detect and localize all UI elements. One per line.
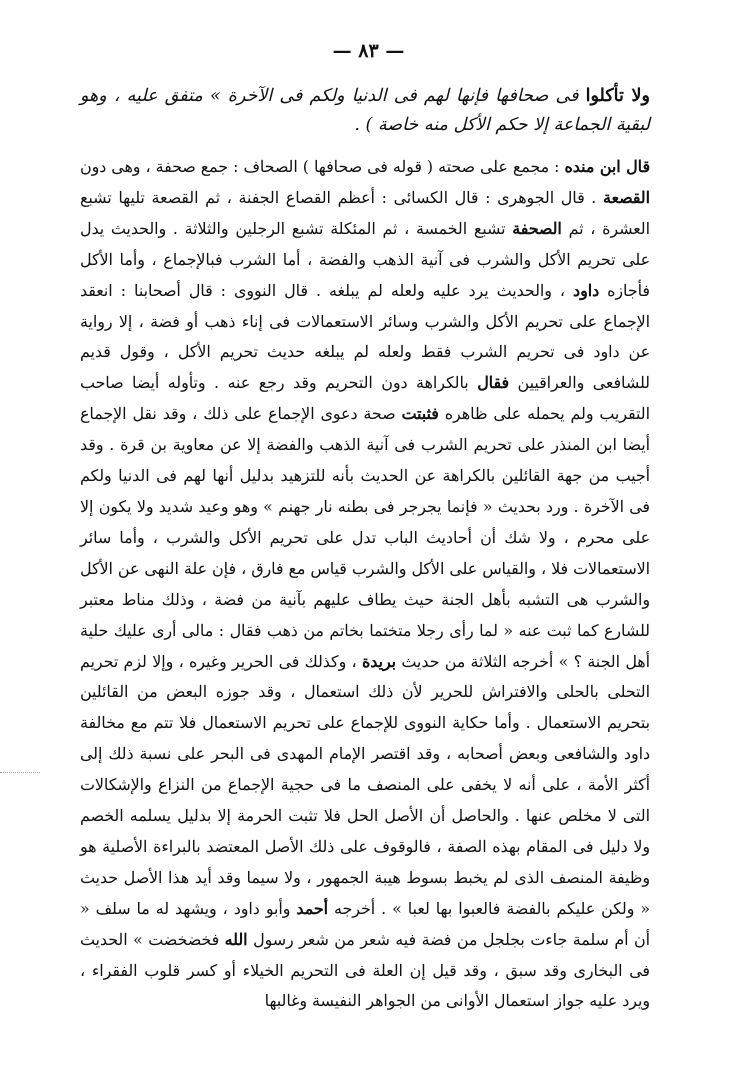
text-run: . قال الجوهرى : قال الكسائى : أعظم القصاع الجفنة ، ثم القصعة تليها تشبع العشرة ، ثم xyxy=(80,187,650,238)
commentary-text xyxy=(80,152,650,1017)
text-run: فخضخضت » الحديث فى البخارى وقد سبق ، وقد قيل إن العلة فى التحريم الخيلاء أو كسر قلوب الفقراء ، ويرد عليه جواز استعمال الأوانى من الجواهر النفيسة وغالبها xyxy=(80,929,650,1011)
text-run: ، وكذلك فى الحرير وغيره ، وإلا لزم تحريم التحلى بالحلى والافتراش للحرير لأن ذلك استعمال ، وقد جوزه البعض من القائلين بتحريم الاستعمال . وأما حكاية النووى للإجماع على تحريم الاستعمال فلا تتم مع مخالفة داود والشافعى وبعض أصحابه ، وقد اقتصر الإمام المهدى فى البحر على نسبة ذلك إلى أكثر الأمة ، على أنه لا يخفى على المنصف ما فى حجية الإجماع من النزاع والإشكالات التى لا مخلص عنها . والحاصل أن الأصل الحل فلا تثبت الحرمة إلا بدليل يسلمه الخصم ولا دليل فى المقام بهذه الصفة ، فالوقوف على ذلك الأصل المعتضد بالبراءة الأصلية هو وظيفة المنصف الذى لم يخبط بسوط هيبة الجمهور ، ولا سيما وقد أيد هذا الأصل حديث « ولكن عليكم بالفضة فالعبوا بها لعبا » . أخرجه xyxy=(80,651,650,918)
bold-term: فثبتت xyxy=(401,404,439,424)
bold-term: بريدة xyxy=(362,651,397,671)
bold-term: قال ابن منده xyxy=(564,157,650,176)
commentary-paragraph xyxy=(80,152,650,1017)
text-run: صحة دعوى الإجماع على ذلك ، وقد نقل الإجماع أيضا ابن المنذر على تحريم الشرب فى آنية الذهب والفضة إلا عن معاوية بن قرة . وقد أجيب من جهة القائلين بالكراهة عن الحديث بأنه للتزهيد بدليل أنها لهم فى الدنيا ولكم فى الآخرة . ورد بحديث « فإنما يجرجر فى بطنه نار جهنم » وهو وعيد شديد ولا يكون إلا على محرم ، ولا شك أن أحاديث الباب تدل على تحريم الأكل والشرب ، وأما سائر الاستعمالات فلا ، والقياس على الأكل والشرب قياس مع فارق ، فإن علة النهى عن الأكل والشرب هى التشبه بأهل الجنة حيث يطاف عليهم بآنية من فضة ، وذلك مناط معتبر للشارع كما ثبت عنه « لما رأى رجلا متختما بخاتم من ذهب فقال : مالى أرى عليك حلية أهل الجنة ؟ » أخرجه الثلاثة من حديث xyxy=(80,404,650,671)
bold-term: فقال xyxy=(477,373,510,393)
text-run: وأبو داود ، ويشهد له ما سلف « أن أم سلمة جاءت بجلجل من فضة فيه شعر من شعر رسول xyxy=(80,898,650,949)
text-run: بالكراهة دون التحريم وقد رجع عنه . وتأوله أيضا صاحب التقريب ولم يحمله على ظاهره xyxy=(80,373,650,424)
bold-term: الصحفة xyxy=(512,218,562,238)
page-number: — ٨٣ — xyxy=(332,40,405,62)
hadith-rest: فى صحافها فإنها لهم فى الدنيا ولكم فى الآخرة » متفق عليه ، وهو لبقية الجماعة إلا حكم الأكل منه خاصة ) . xyxy=(80,86,650,135)
text-run: : مجمع على صحته ( قوله فى صحافها ) الصحاف : جمع صحفة ، وهى دون xyxy=(80,157,565,176)
text-run: تشبع الخمسة ، ثم المئكلة تشبع الرجلين والثلاثة . والحديث يدل على تحريم الأكل والشرب فى آنية الذهب والفضة ، أما الشرب فبالإجماع ، وأما الأكل فأجازه xyxy=(80,218,650,300)
bold-term: الله xyxy=(224,929,248,949)
margin-dotted-line xyxy=(0,772,40,773)
bold-term: داود xyxy=(573,280,600,300)
text-run: ، والحديث يرد عليه ولعله لم يبلغه . قال النووى : قال أصحابنا : انعقد الإجماع على تحريم الأكل والشرب وسائر الاستعمالات فى إناء ذهب أو فضة ، إلا رواية عن داود فى تحريم الشرب فقط ولعله لم يبلغه حديث تحريم الأكل ، وقول قديم للشافعى والعراقيين xyxy=(80,280,650,393)
bold-term: القصعة xyxy=(603,187,650,207)
hadith-lead: ولا تأكلوا xyxy=(585,86,650,106)
hadith-text xyxy=(80,82,650,140)
bold-term: أحمد xyxy=(296,898,328,918)
